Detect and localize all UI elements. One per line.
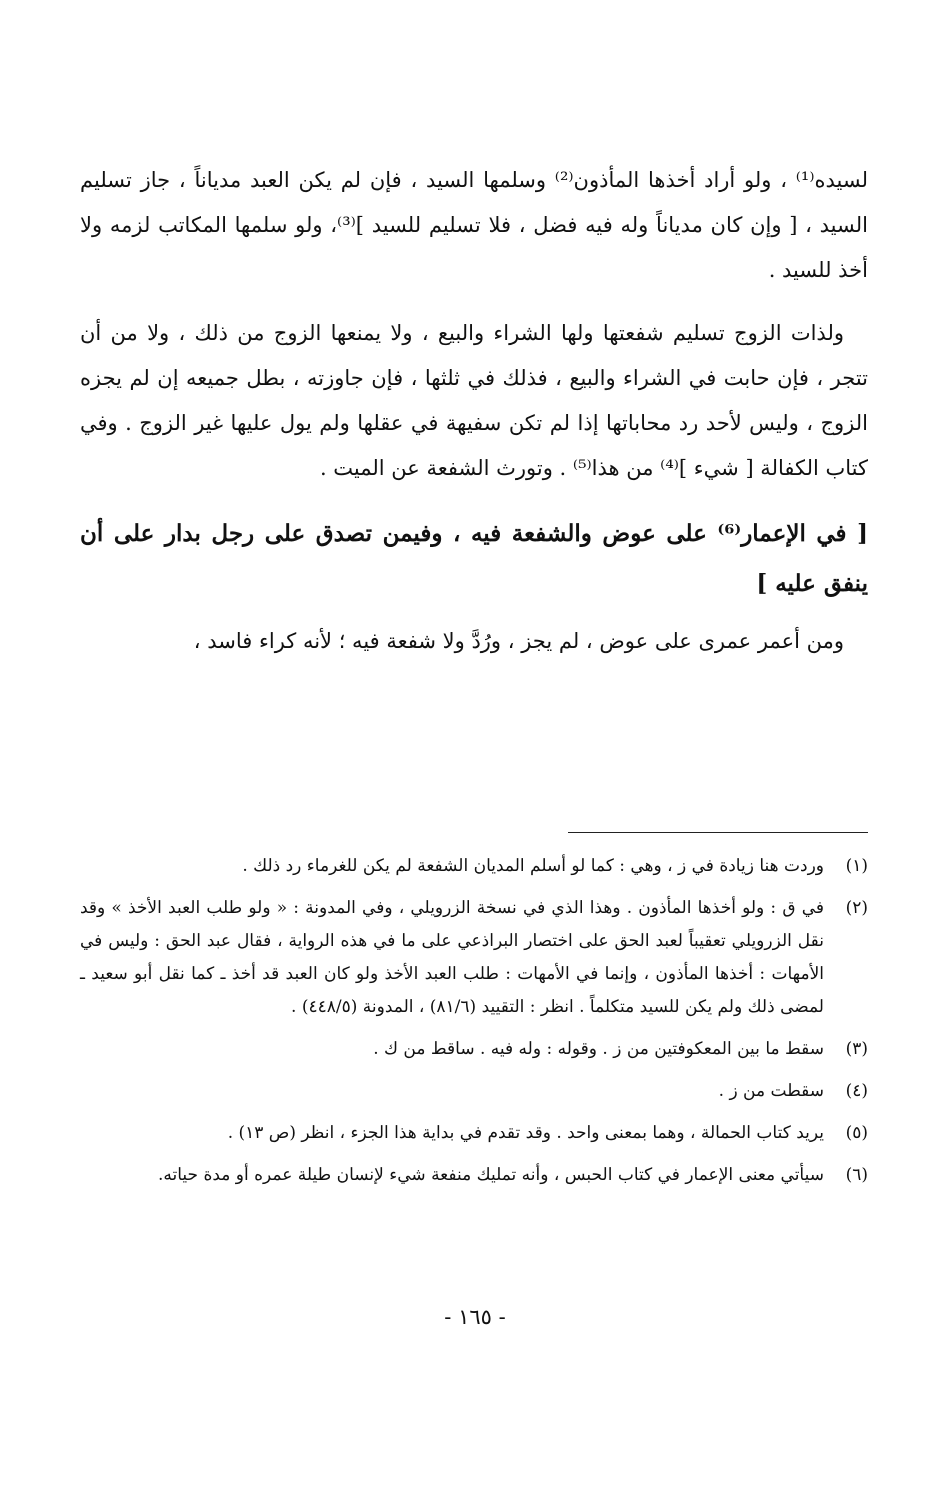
- paragraph-2: ولذات الزوج تسليم شفعتها ولها الشراء والبيع ، ولا يمنعها الزوج من ذلك ، ولا من أن تتجر ، فإن حابت في الشراء والبيع ، فذلك في ثلثها ، فإن جاوزته ، بطل جميعه إن لم يجزه الزوج ، وليس لأحد رد محاباتها إذا لم تكن سفيهة في عقلها ولم يول عليها غير الزوج . وفي كتاب الكفالة [ شيء ]⁽⁴⁾ من هذا⁽⁵⁾ . وتورث الشفعة عن الميت .: [80, 321, 868, 480]
- footnote-4: [80, 1075, 868, 1108]
- footnote-number: (٤): [845, 1081, 868, 1101]
- footnote-5: [80, 1117, 868, 1150]
- footnote-number: (٥): [845, 1123, 868, 1143]
- footnote-2: [80, 892, 868, 1024]
- footnote-number: (٦): [845, 1165, 868, 1185]
- page-number: - ١٦٥ -: [444, 1305, 506, 1329]
- footnote-text: سقط ما بين المعكوفتين من ز . وقوله : وله فيه . ساقط من ك .: [373, 1039, 824, 1059]
- footnote-number: (٢): [845, 898, 868, 918]
- footnotes: [80, 850, 868, 1201]
- footnote-1: [80, 850, 868, 883]
- footnote-text: يريد كتاب الحمالة ، وهما بمعنى واحد . وقد تقدم في بداية هذا الجزء ، انظر (ص ١٣) .: [227, 1123, 824, 1143]
- footnote-number: (١): [845, 856, 868, 876]
- section-heading: [ في الإعمار⁽⁶⁾ على عوض والشفعة فيه ، وفيمن تصدق على رجل بدار على أن ينفق عليه ]: [80, 520, 868, 597]
- paragraph-3: ومن أعمر عمرى على عوض ، لم يجز ، ورُدَّ ولا شفعة فيه ؛ لأنه كراء فاسد ،: [193, 629, 844, 653]
- footnote-6: [80, 1159, 868, 1192]
- footnote-text: في ق : ولو أخذها المأذون . وهذا الذي في نسخة الزرويلي ، وفي المدونة : « ولو طلب العبد الأخذ » وقد نقل الزرويلي تعقيباً لعبد الحق على اختصار البراذعي على ما في هذه الرواية ، فقال عبد الحق : وليس في الأمهات : أخذها المأذون ، وإنما في الأمهات : طلب العبد الأخذ ولو كان العبد قد أخذ ـ كما نقل أبو سعيد ـ لمضى ذلك ولم يكن للسيد متكلماً . انظر : التقييد (٨١/٦) ، المدونة (٤٤٨/٥) .: [80, 898, 824, 1017]
- main-text: [80, 158, 868, 664]
- footnote-divider: [568, 832, 868, 833]
- footnote-text: وردت هنا زيادة في ز ، وهي : كما لو أسلم المديان الشفعة لم يكن للغرماء رد ذلك .: [242, 856, 824, 876]
- footnote-text: سيأتي معنى الإعمار في كتاب الحبس ، وأنه تمليك منفعة شيء لإنسان طيلة عمره أو مدة حياته.: [157, 1165, 824, 1185]
- paragraph-1: لسيده⁽¹⁾ ، ولو أراد أخذها المأذون⁽²⁾ وسلمها السيد ، فإن لم يكن العبد مدياناً ، جاز تسليم السيد ، [ وإن كان مدياناً وله فيه فضل ، فلا تسليم للسيد ]⁽³⁾، ولو سلمها المكاتب لزمه ولا أخذ للسيد .: [80, 168, 868, 282]
- footnote-text: سقطت من ز .: [718, 1081, 824, 1101]
- footnote-3: [80, 1033, 868, 1066]
- footnote-number: (٣): [845, 1039, 868, 1059]
